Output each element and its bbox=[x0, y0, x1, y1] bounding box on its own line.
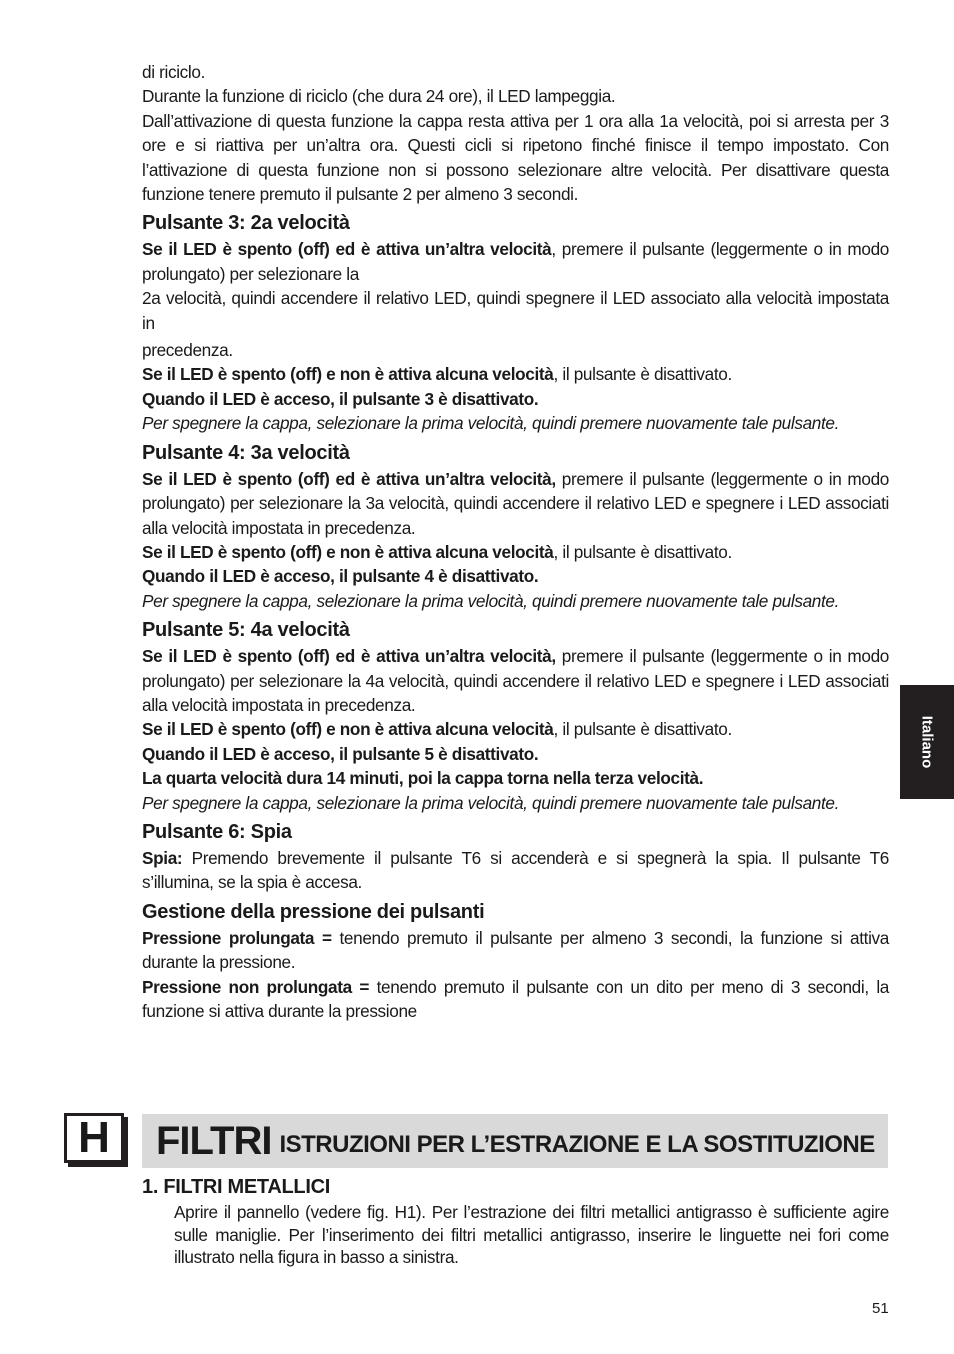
p4-paragraph-c: Quando il LED è acceso, il pulsante 4 è disattivato. bbox=[142, 566, 539, 587]
heading-pulsante-4: Pulsante 4: 3a velocità bbox=[142, 441, 350, 464]
p4-paragraph-d: Per spegnere la cappa, selezionare la prima velocità, quindi premere nuovamente tale pulsante. bbox=[142, 590, 840, 611]
page-number: 51 bbox=[872, 1300, 889, 1317]
intro-line-1: di riciclo. bbox=[142, 62, 206, 82]
section-subtitle: ISTRUZIONI PER L’ESTRAZIONE E LA SOSTITUZIONE bbox=[279, 1131, 875, 1158]
heading-pulsante-6: Pulsante 6: Spia bbox=[142, 820, 292, 843]
section-title: FILTRI bbox=[156, 1118, 272, 1163]
section-title-bar bbox=[142, 1114, 888, 1168]
filtri-metallici-text: Aprire il pannello (vedere fig. H1). Per l’estrazione dei filtri metallici antigrasso è sufficiente agire sulle maniglie. Per l’inserimento dei filtri metallici antigrasso, inserire le linguette nei fori come illustrato nella figura in basso a sinistra. bbox=[174, 1202, 889, 1267]
gestione-paragraph-a: Pressione prolungata = tenendo premuto il pulsante per almeno 3 secondi, la funzione si attiva durante la pressione. bbox=[142, 927, 889, 973]
heading-pulsante-3: Pulsante 3: 2a velocità bbox=[142, 212, 350, 235]
p5-paragraph-b: Se il LED è spento (off) e non è attiva alcuna velocità, il pulsante è disattivato. bbox=[142, 719, 732, 740]
p3-paragraph-d: Per spegnere la cappa, selezionare la prima velocità, quindi premere nuovamente tale pulsante. bbox=[142, 413, 840, 434]
p3-paragraph-c: Quando il LED è acceso, il pulsante 3 è disattivato. bbox=[142, 388, 539, 409]
body-text bbox=[142, 60, 889, 1023]
heading-gestione: Gestione della pressione dei pulsanti bbox=[142, 900, 485, 923]
filtri-metallici-heading: 1. FILTRI METALLICI bbox=[142, 1176, 330, 1198]
language-tab-label: Italiano bbox=[918, 715, 936, 769]
p3-paragraph-a2: 2a velocità, quindi accendere il relativo LED, quindi spegnere il LED associato alla velocità impostata in bbox=[142, 288, 889, 333]
p5-paragraph-c: Quando il LED è acceso, il pulsante 5 è disattivato. bbox=[142, 743, 539, 764]
gestione-paragraph-b: Pressione non prolungata = tenendo premuto il pulsante con un dito per meno di 3 secondi, la funzione si attiva durante la pressione bbox=[142, 976, 889, 1021]
p4-paragraph-b: Se il LED è spento (off) e non è attiva alcuna velocità, il pulsante è disattivato. bbox=[142, 541, 732, 562]
p6-paragraph-a: Spia: Premendo brevemente il pulsante T6 si accenderà e si spegnerà la spia. Il pulsante T6 s’illumina, se la spia è accesa. bbox=[142, 847, 889, 893]
section-letter: H bbox=[78, 1113, 110, 1162]
p5-paragraph-a: Se il LED è spento (off) ed è attiva un’altra velocità, premere il pulsante (leggermente o in modo prolungato) per selezionare la 4a velocità, quindi accendere il relativo LED e spegnere i LED associati alla velocità impostata in precedenza. bbox=[142, 646, 889, 715]
p3-paragraph-a: Se il LED è spento (off) ed è attiva un’altra velocità, premere il pulsante (leggermente o in modo prolungato) per selezionare la bbox=[142, 239, 889, 284]
p3-paragraph-a3: precedenza. bbox=[142, 340, 233, 361]
p4-paragraph-a: Se il LED è spento (off) ed è attiva un’altra velocità, premere il pulsante (leggermente o in modo prolungato) per selezionare la 3a velocità, quindi accendere il relativo LED e spegnere i LED associati alla velocità impostata in precedenza. bbox=[142, 468, 889, 538]
language-tab bbox=[900, 685, 954, 799]
p5-paragraph-e: La quarta velocità dura 14 minuti, poi la cappa torna nella terza velocità. bbox=[142, 768, 704, 789]
heading-pulsante-5: Pulsante 5: 4a velocità bbox=[142, 619, 350, 642]
p3-paragraph-b: Se il LED è spento (off) e non è attiva alcuna velocità, il pulsante è disattivato. bbox=[142, 364, 732, 385]
intro-paragraph: Dall’attivazione di questa funzione la cappa resta attiva per 1 ora alla 1a velocità, poi si arresta per 3 ore e si riattiva per un’altra ora. Questi cicli si ripetono finché finisce il tempo impostato. Con l’attivazione di questa funzione non si possono selezionare altre velocità. Per disattivare questa funzione tenere premuto il pulsante 2 per almeno 3 secondi. bbox=[142, 110, 889, 205]
intro-line-2: Durante la funzione di riciclo (che dura 24 ore), il LED lampeggia. bbox=[142, 86, 616, 107]
section-letter-box bbox=[64, 1113, 124, 1163]
p5-paragraph-d: Per spegnere la cappa, selezionare la prima velocità, quindi premere nuovamente tale pulsante. bbox=[142, 792, 840, 813]
